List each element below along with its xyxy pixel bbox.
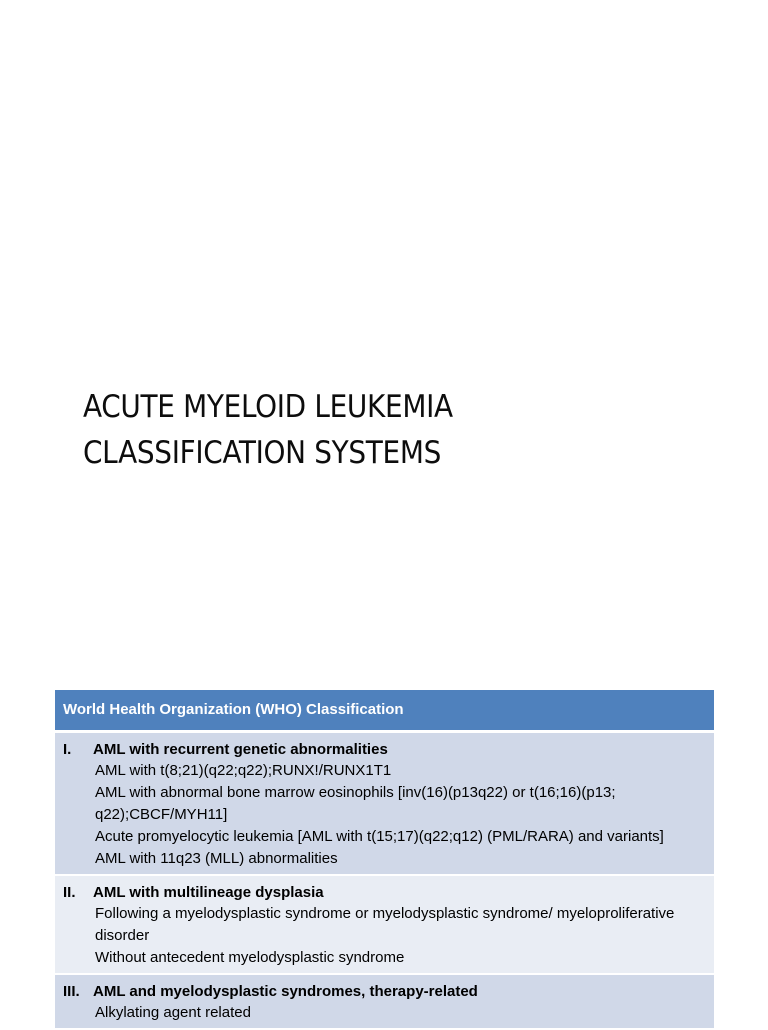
table-header: World Health Organization (WHO) Classification xyxy=(55,690,714,733)
section-title: AML with multilineage dysplasia xyxy=(93,884,324,901)
list-item: AML with abnormal bone marrow eosinophils [inv(16)(p13q22) or t(16;16)(p13; q22);CBCF/MYH11] xyxy=(95,784,616,823)
section-title: AML with recurrent genetic abnormalities xyxy=(93,741,388,758)
list-item: Following a myelodysplastic syndrome or myelodysplastic syndrome/ myeloproliferative disorder xyxy=(95,905,675,944)
section-title: AML and myelodysplastic syndromes, therapy-related xyxy=(93,983,478,1000)
section-heading xyxy=(63,882,706,903)
who-classification-table xyxy=(55,690,714,1030)
section-numeral: III. xyxy=(63,983,80,1000)
section-heading xyxy=(63,739,706,760)
section-3 xyxy=(55,975,714,1030)
list-item: Acute promyelocytic leukemia [AML with t(15;17)(q22;q12) (PML/RARA) and variants] xyxy=(95,828,664,845)
list-item: Alkylating agent related xyxy=(95,1004,251,1021)
title-line-2: CLASSIFICATION SYSTEMS xyxy=(83,435,442,471)
list-item: Without antecedent myelodysplastic syndrome xyxy=(95,949,405,966)
section-1 xyxy=(55,733,714,876)
section-heading xyxy=(63,981,706,1002)
list-item: AML with 11q23 (MLL) abnormalities xyxy=(95,850,338,867)
title-line-1: ACUTE MYELOID LEUKEMIA xyxy=(83,389,453,425)
section-numeral: I. xyxy=(63,741,72,758)
slide-title xyxy=(83,384,703,476)
section-2 xyxy=(55,876,714,975)
section-numeral: II. xyxy=(63,884,76,901)
list-item: AML with t(8;21)(q22;q22);RUNX!/RUNX1T1 xyxy=(95,762,392,779)
